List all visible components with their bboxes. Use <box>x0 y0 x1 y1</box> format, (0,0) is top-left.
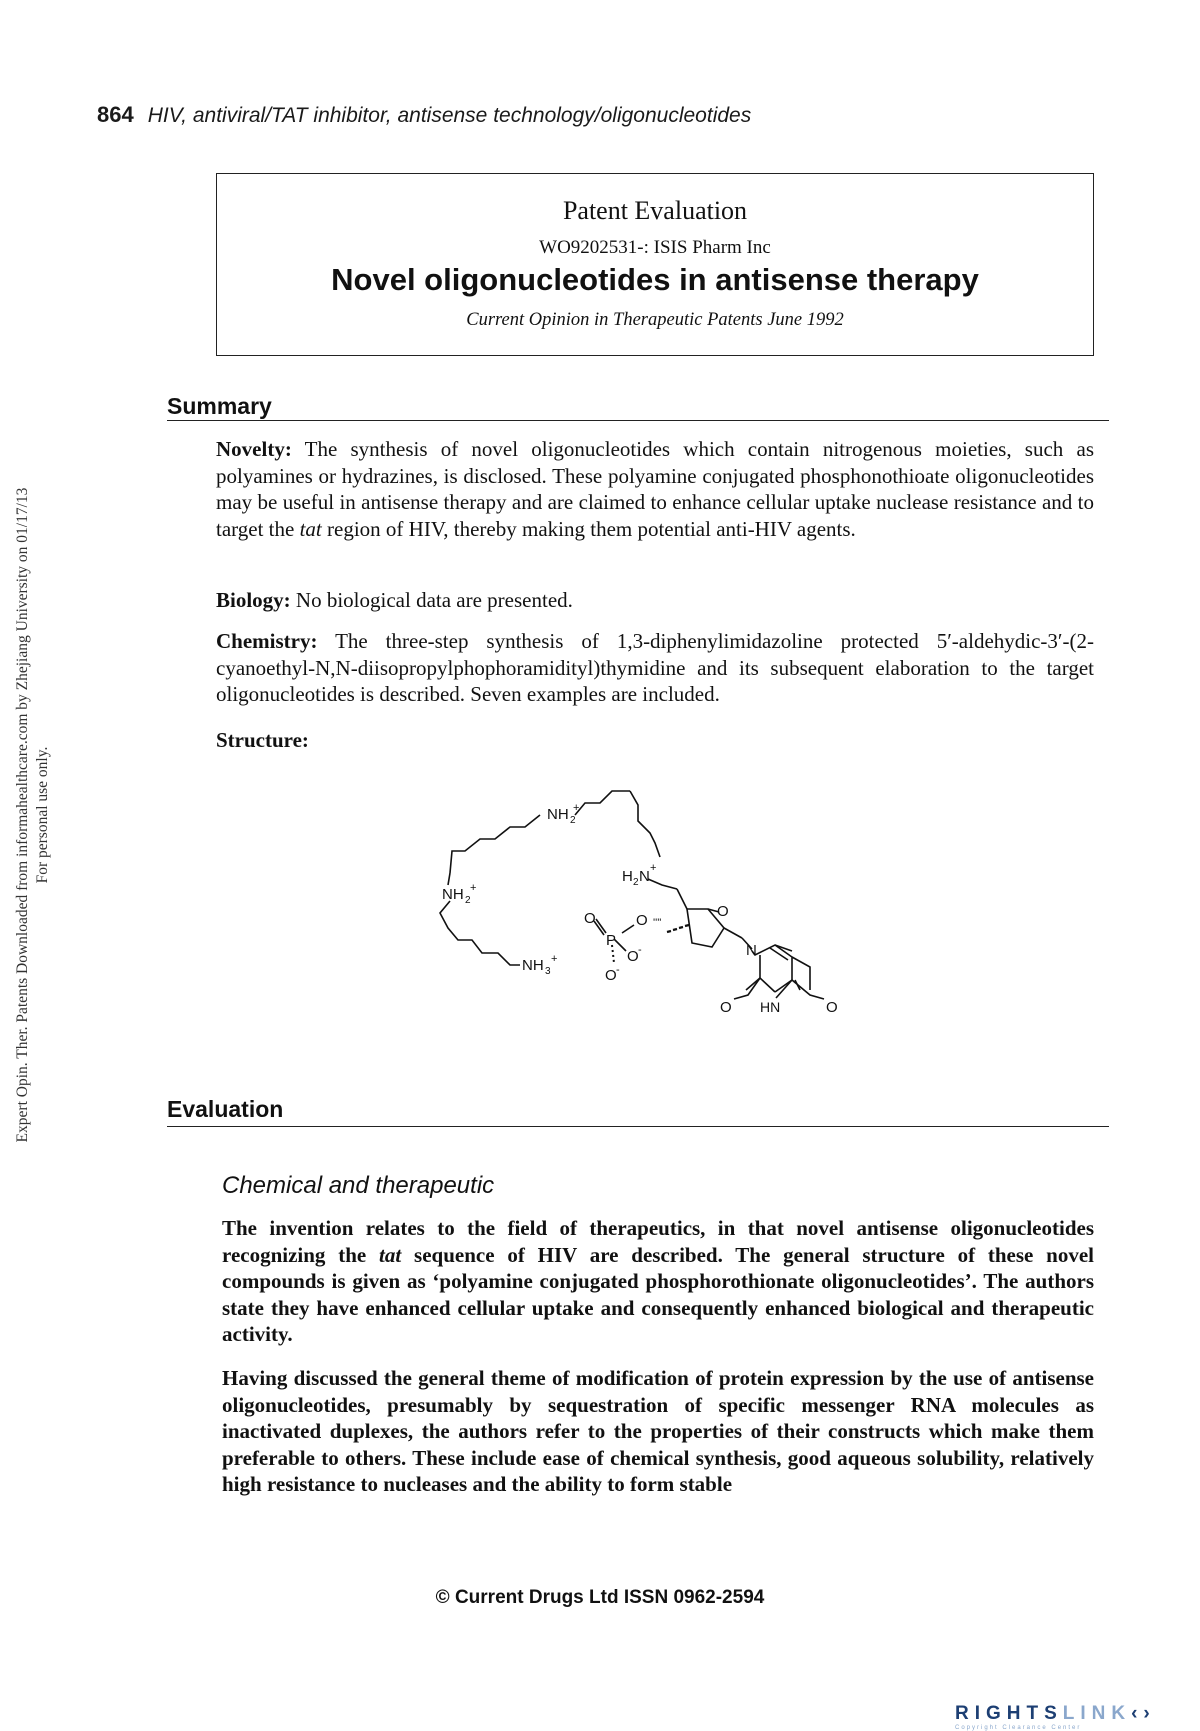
label-nh2-top-sub: 2 <box>570 815 576 826</box>
label-carbonyl-right: O <box>826 999 838 1016</box>
eval-para1-b: sequence of HIV are described. The general structure of these novel compounds is given as ‘polyamine conjugated phosphorothionate oligonucleotides’. The authors state they have enhanced cellular uptake and consequently enhanced biological and therapeutic activity. <box>222 1242 1095 1346</box>
label-ring-o: O <box>717 903 729 920</box>
label-o-bottom: O <box>605 967 617 984</box>
label-h2n: H <box>622 868 633 885</box>
label-h2n-n: N <box>639 868 650 885</box>
novelty-italic: tat <box>299 516 322 541</box>
rightslink-light: LINK <box>1062 1703 1132 1724</box>
label-nh2-top-plus: + <box>573 802 580 814</box>
running-head-topic: HIV, antiviral/TAT inhibitor, antisense technology/oligonucleotides <box>147 104 752 127</box>
evaluation-rule <box>167 1126 1109 1127</box>
structure-paragraph <box>216 727 1094 754</box>
novelty-text-1: The synthesis of novel oligonucleotides which contain nitrogenous moieties, such as polyamines or hydrazines, is disclosed. These polyamine conjugated phosphonothioate oligonucleotides may be useful in antisense therapy and are claimed to enhance cellular uptake nuclease resistance and to target the <box>216 437 1094 541</box>
label-oxo-o: O <box>584 910 596 927</box>
label-o-minus-sign: - <box>638 944 642 956</box>
summary-heading: Summary <box>167 393 272 419</box>
chemistry-label: Chemistry: <box>216 629 318 653</box>
eval-para1-a: The invention relates to the field of therapeutics, in that novel antisense oligonucleotides recognizing the <box>222 1216 1094 1267</box>
label-h2n-plus: + <box>650 862 657 874</box>
evaluation-paragraph-1 <box>222 1215 1094 1348</box>
summary-rule <box>167 420 1109 421</box>
label-nh3-sub: 3 <box>545 966 551 977</box>
patent-evaluation-box <box>216 173 1094 356</box>
rightslink-logo[interactable] <box>955 1703 1200 1731</box>
evaluation-heading: Evaluation <box>167 1096 284 1122</box>
label-h2n-sub: 2 <box>633 877 639 888</box>
rightslink-bold: RIGHTS <box>955 1703 1063 1724</box>
biology-paragraph <box>216 587 1094 614</box>
evaluation-subheading: Chemical and therapeutic <box>222 1172 495 1199</box>
label-ester-dashes: '''' <box>653 917 662 929</box>
biology-text: No biological data are presented. <box>295 588 573 612</box>
box-label: Patent Evaluation <box>562 196 748 225</box>
label-nh3-plus: + <box>551 953 558 965</box>
article-title: Novel oligonucleotides in antisense therapy <box>331 262 979 297</box>
novelty-text-2: region of HIV, thereby making them potential anti-HIV agents. <box>327 516 856 541</box>
structure-label: Structure: <box>216 728 309 752</box>
biology-label: Biology: <box>216 588 291 612</box>
rightslink-wordmark <box>955 1703 1200 1725</box>
watermark-text <box>13 488 53 1143</box>
label-carbonyl-left: O <box>720 999 732 1016</box>
label-nh2-left-plus: + <box>470 882 477 894</box>
label-hn: HN <box>760 999 781 1015</box>
label-o-bottom-sign: - <box>616 964 620 976</box>
label-nh3: NH <box>522 957 544 974</box>
chemistry-paragraph <box>216 628 1094 708</box>
rightslink-tagline: Copyright Clearance Center <box>955 1725 1082 1731</box>
article-source: Current Opinion in Therapeutic Patents June 1992 <box>466 310 844 330</box>
label-nh2-left-sub: 2 <box>465 895 471 906</box>
label-p-atom: P <box>606 932 617 949</box>
label-nh2-top: NH <box>547 806 569 823</box>
watermark-line-2: For personal use only. <box>34 746 51 884</box>
label-o-minus: O <box>627 948 639 965</box>
eval-para1-italic: tat <box>379 1242 402 1267</box>
rightslink-arrows-icon: ‹› <box>1131 1703 1156 1724</box>
download-watermark <box>0 0 70 1725</box>
novelty-label: Novelty: <box>216 437 292 461</box>
chemistry-text: The three-step synthesis of 1,3-diphenylimidazoline protected 5′-aldehydic-3′-(2-cyanoethyl-N,N-diisopropylphophoramidityl)thymidine and its subsequent elaboration to the target oligonucleotides is described. Seven examples are included. <box>216 629 1094 706</box>
patent-id: WO9202531-: ISIS Pharm Inc <box>539 237 771 258</box>
watermark-line-1: Expert Opin. Ther. Patents Downloaded from informahealthcare.com by Zhejiang University on 01/17/13 <box>14 487 31 1143</box>
evaluation-paragraph-2: Having discussed the general theme of modification of protein expression by the use of antisense oligonucleotides, presumably by sequestration of specific messenger RNA molecules as inactivated duplexes, the authors refer to the properties of their constructs which make them preferable to others. These include ease of chemical synthesis, good aqueous solubility, relatively high resistance to nucleases and the ability to form stable <box>222 1366 1094 1496</box>
label-ester-o: O <box>636 912 648 929</box>
page-number: 864 <box>97 102 134 127</box>
copyright-footer: © Current Drugs Ltd ISSN 0962-2594 <box>435 1587 765 1608</box>
label-n-atom: N <box>746 942 757 959</box>
chemical-structure <box>430 785 860 1020</box>
novelty-paragraph <box>216 436 1094 542</box>
label-nh2-left: NH <box>442 886 464 903</box>
running-head <box>97 102 751 128</box>
